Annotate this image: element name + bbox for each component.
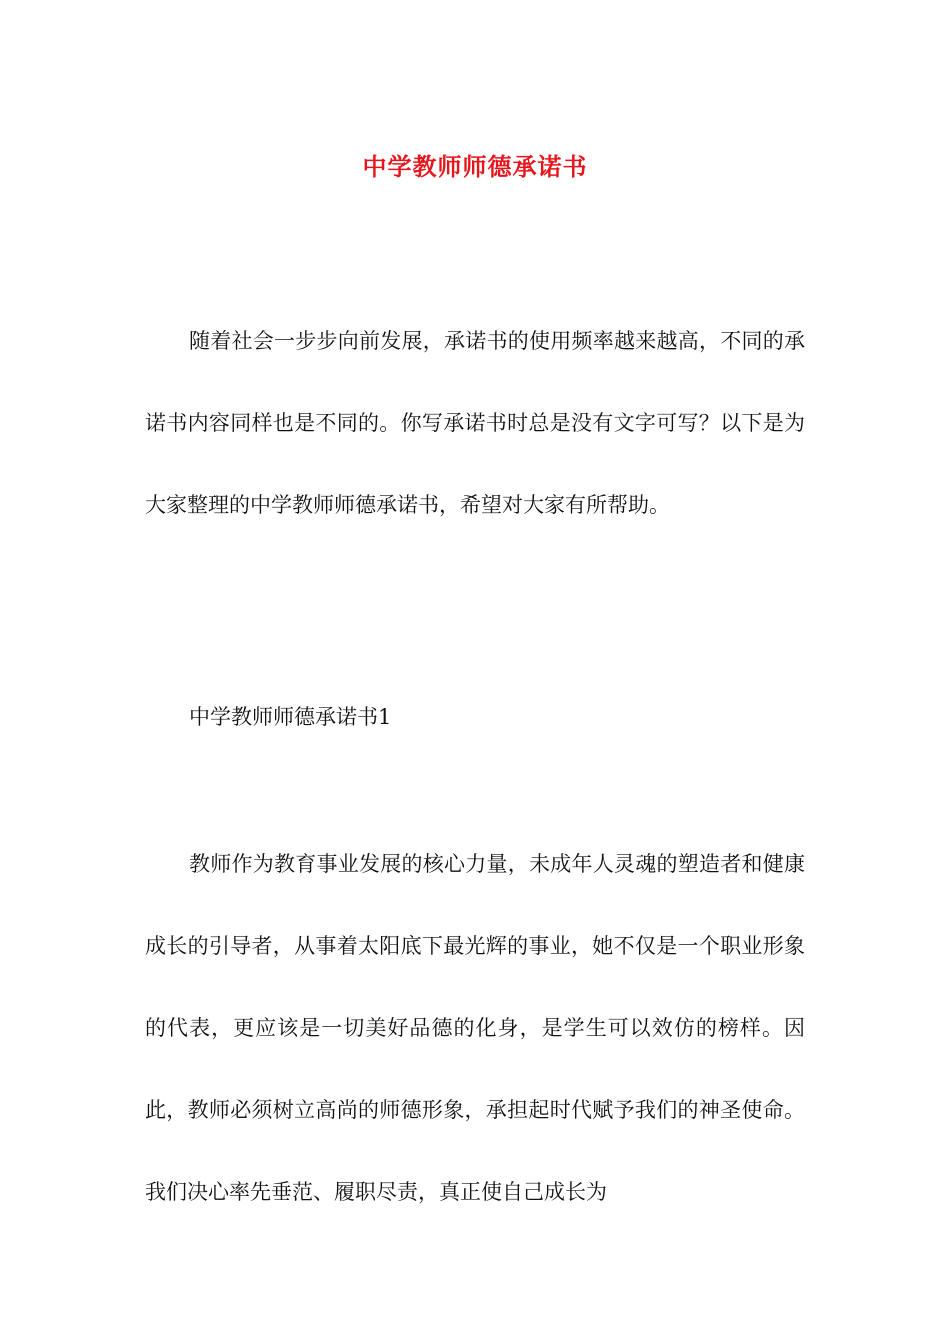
intro-paragraph: 随着社会一步步向前发展，承诺书的使用频率越来越高，不同的承诺书内容同样也是不同的。你写承诺书时总是没有文字可写？以下是为大家整理的中学教师师德承诺书，希望对大家有所帮助。 — [145, 329, 805, 517]
document-title: 中学教师师德承诺书 — [362, 152, 588, 182]
section-heading: 中学教师师德承诺书1 — [189, 705, 392, 729]
body-paragraph: 教师作为教育事业发展的核心力量，未成年人灵魂的塑造者和健康成长的引导者，从事着太阳底下最光辉的事业，她不仅是一个职业形象的代表，更应该是一切美好品德的化身，是学生可以效仿的榜样。因此，教师必须树立高尚的师德形象，承担起时代赋予我们的神圣使命。我们决心率先垂范、履职尽责，真正使自己成长为 — [145, 852, 805, 1204]
